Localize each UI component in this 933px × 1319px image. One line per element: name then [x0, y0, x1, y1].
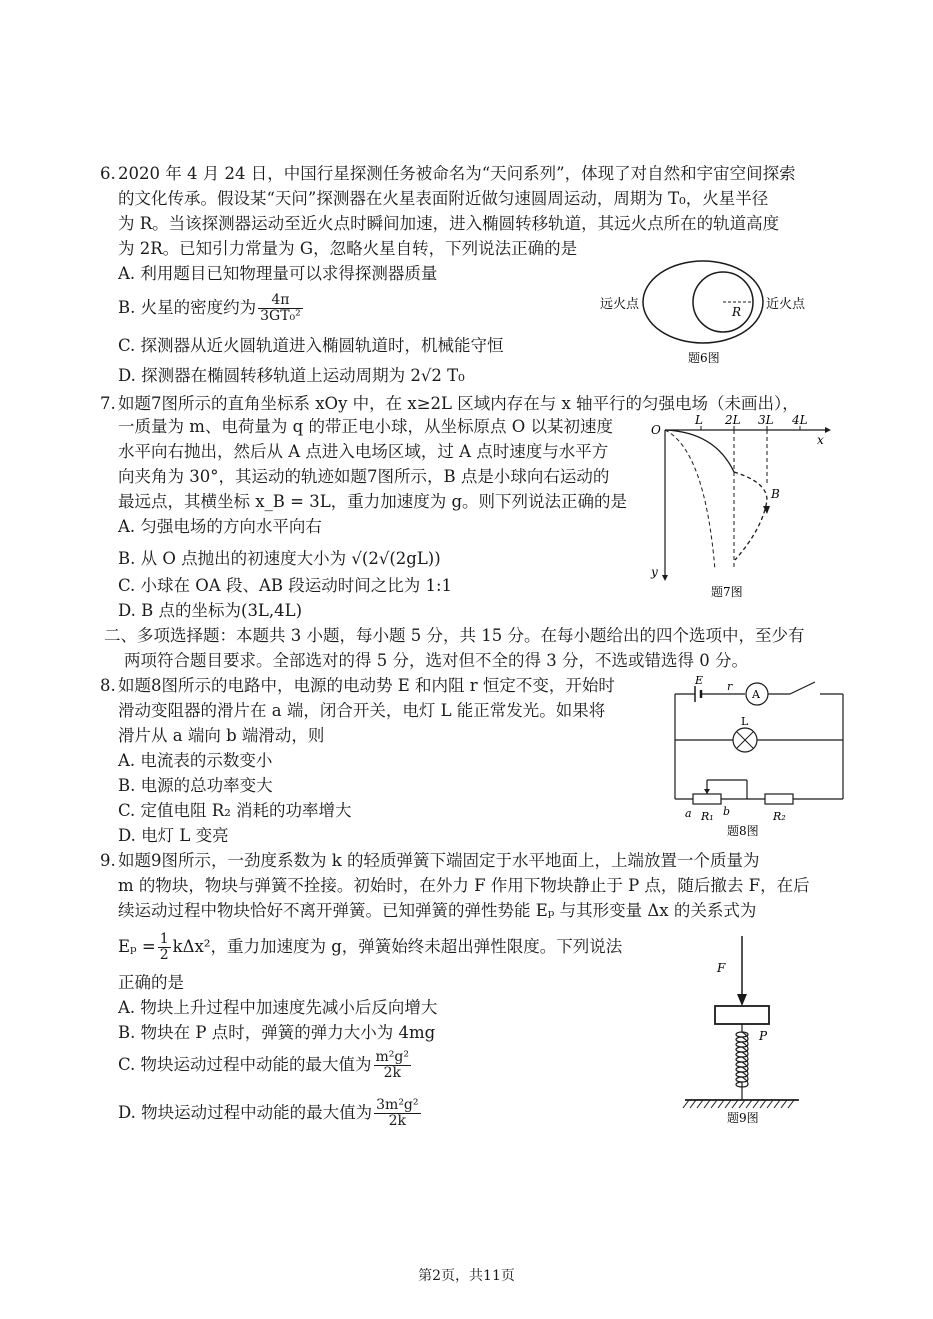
q8-option-d: D. 电灯 L 变亮	[118, 826, 229, 845]
q9-formula-suffix: kΔx²，重力加速度为 g，弹簧始终未超出弹性限度。下列说法	[172, 937, 623, 956]
q9-formula-fraction	[158, 932, 171, 963]
q8-stem-line-1: 如题8图所示的电路中，电源的电动势 E 和内阻 r 恒定不变，开始时	[118, 676, 615, 695]
ground-hatch-mark	[690, 1100, 696, 1108]
q9-stem-line-2: m 的物块，物块与弹簧不拴接。初始时，在外力 F 作用下物块静止于 P 点，随后撤去 F，在后	[118, 876, 810, 895]
ground-hatch-mark	[746, 1100, 752, 1108]
q9-option-b: B. 物块在 P 点时，弹簧的弹力大小为 4mg	[118, 1023, 436, 1042]
q6-option-b-numerator: 4π	[258, 293, 303, 309]
q9-option-d-text: D. 物块运动过程中动能的最大值为	[118, 1103, 373, 1122]
q6-option-b-fraction	[258, 293, 303, 324]
ground-hatch-mark	[704, 1100, 710, 1108]
q9-option-c-denominator: 2k	[383, 1065, 401, 1081]
q6-stem-line-3: 为 R。当该探测器运动至近火点时瞬间加速，进入椭圆转移轨道，其远火点所在的轨道高度	[118, 214, 780, 233]
ground-hatch-mark	[788, 1100, 794, 1108]
figure-7-origin-label: O	[651, 423, 661, 437]
section-2-heading-line-1: 二、多项选择题：本题共 3 小题，每小题 5 分，共 15 分。在每小题给出的四个选项中，至少有	[104, 626, 805, 645]
figure-9-force-label: F	[717, 961, 726, 975]
q6-option-c: C. 探测器从近火圆轨道进入椭圆轨道时，机械能守恒	[118, 336, 504, 355]
q6-stem-line-2: 的文化传承。假设某“天问”探测器在火星表面附近做匀速圆周运动，周期为 T₀，火星半径	[118, 189, 769, 208]
q9-formula-prefix: Eₚ =	[118, 937, 156, 956]
figure-7-x-axis-label: x	[817, 433, 824, 447]
figure-8-end-a-label: a	[685, 807, 692, 820]
q8-stem-line-2: 滑动变阻器的滑片在 a 端，闭合开关，电灯 L 能正常发光。如果将	[118, 701, 606, 720]
q9-option-d-fraction	[374, 1098, 420, 1129]
figure-8-caption: 题8图	[727, 824, 759, 838]
q7-stem-line-1: 如题7图所示的直角坐标系 xOy 中，在 x≥2L 区域内存在与 x 轴平行的匀强电场（未画出），	[118, 394, 799, 413]
q9-formula-numerator: 1	[159, 931, 169, 947]
figure-6-orbit-diagram	[590, 258, 840, 370]
q6-option-d: D. 探测器在椭圆转移轨道上运动周期为 2√2 T₀	[118, 366, 465, 385]
q8-option-c: C. 定值电阻 R₂ 消耗的功率增大	[118, 801, 352, 820]
q7-stem-line-3: 水平向右抛出，然后从 A 点进入电场区域，过 A 点时速度与水平方	[118, 442, 609, 461]
q8-stem-line-3: 滑片从 a 端向 b 端滑动，则	[118, 726, 325, 745]
ground-hatch-mark	[774, 1100, 780, 1108]
figure-9-spring-block-diagram	[675, 928, 815, 1130]
q7-stem-line-2: 一质量为 m、电荷量为 q 的带正电小球，从坐标原点 O 以某初速度	[118, 417, 613, 436]
q7-option-d: D. B 点的坐标为(3L,4L)	[118, 601, 303, 620]
q9-option-c	[118, 1050, 413, 1081]
figure-7-caption: 题7图	[711, 585, 743, 599]
figure-8-ammeter-label: A	[752, 688, 760, 701]
q9-option-d-denominator: 2k	[388, 1113, 407, 1129]
q9-stem-line-1: 如题9图所示，一劲度系数为 k 的轻质弹簧下端固定于水平地面上，上端放置一个质量为	[118, 851, 760, 870]
figure-9-point-p-label: P	[759, 1029, 768, 1043]
figure-8-emf-label: E	[695, 674, 704, 687]
figure-7-tick-3l: 3L	[758, 413, 774, 427]
q9-option-a: A. 物块上升过程中加速度先减小后反向增大	[118, 998, 438, 1017]
q9-stem-line-5: 正确的是	[118, 973, 184, 992]
q9-stem-line-3: 续运动过程中物块恰好不离开弹簧。已知弹簧的弹性势能 Eₚ 与其形变量 Δx 的关系式为	[118, 901, 757, 920]
q7-option-c: C. 小球在 OA 段、AB 段运动时间之比为 1:1	[118, 576, 453, 595]
ground-hatch-mark	[711, 1100, 717, 1108]
ground-hatch-mark	[725, 1100, 731, 1108]
q9-option-d-numerator: 3m²g²	[376, 1097, 419, 1113]
figure-8-circuit-diagram	[665, 672, 855, 844]
ground-hatch-mark	[718, 1100, 724, 1108]
ground-hatch-mark	[753, 1100, 759, 1108]
q9-option-c-text: C. 物块运动过程中动能的最大值为	[118, 1055, 372, 1074]
q7-option-a: A. 匀强电场的方向水平向右	[118, 517, 322, 536]
figure-7-point-b-label: B	[771, 487, 780, 501]
figure-8-lamp-label: L	[741, 715, 749, 728]
ground-hatch-mark	[760, 1100, 766, 1108]
q9-option-c-fraction	[374, 1050, 411, 1081]
q6-option-b-text: B. 火星的密度约为	[118, 298, 257, 317]
figure-7-trajectory-diagram	[645, 410, 835, 605]
figure-6-near-point-label: 近火点	[766, 297, 806, 312]
figure-7-tick-l: L	[695, 413, 703, 427]
q8-number: 8.	[100, 676, 116, 695]
figure-7-tick-4l: 4L	[792, 413, 808, 427]
ground-hatch-mark	[781, 1100, 787, 1108]
q7-stem-line-4: 向夹角为 30°，其运动的轨迹如题7图所示，B 点是小球向右运动的	[118, 467, 610, 486]
figure-8-internal-resistance-label: r	[727, 680, 733, 693]
figure-8-r2-label: R₂	[773, 810, 786, 823]
figure-8-r1-label: R₁	[701, 810, 714, 823]
q8-option-a: A. 电流表的示数变小	[118, 751, 273, 770]
figure-9-caption: 题9图	[727, 1111, 759, 1125]
q6-number: 6.	[100, 164, 116, 183]
figure-6-far-point-label: 远火点	[600, 297, 640, 312]
q6-stem-line-4: 为 2R。已知引力常量为 G，忽略火星自转，下列说法正确的是	[118, 239, 578, 258]
section-2-heading-line-2: 两项符合题目要求。全部选对的得 5 分，选对但不全的得 3 分，不选或错选得 0 分。	[124, 651, 748, 670]
figure-7-y-axis-label: y	[651, 565, 658, 579]
q6-option-a: A. 利用题目已知物理量可以求得探测器质量	[118, 264, 438, 283]
q7-number: 7.	[100, 394, 116, 413]
ground-hatch-mark	[767, 1100, 773, 1108]
q9-option-c-numerator: m²g²	[375, 1049, 409, 1065]
page-number-footer: 第2页，共11页	[418, 1268, 515, 1284]
q9-formula-denominator: 2	[159, 947, 169, 963]
q7-stem-line-5: 最远点，其横坐标 x_B = 3L，重力加速度为 g。则下列说法正确的是	[118, 492, 628, 511]
ground-hatch-mark	[732, 1100, 738, 1108]
q6-stem-line-1: 2020 年 4 月 24 日，中国行星探测任务被命名为“天问系列”，体现了对自然和宇宙空间探索	[118, 164, 796, 183]
q9-formula-line	[118, 932, 622, 963]
q6-option-b	[118, 293, 305, 324]
q9-option-d	[118, 1098, 423, 1129]
figure-6-radius-label: R	[732, 305, 742, 319]
q6-option-b-denominator: 3GT₀²	[260, 308, 301, 324]
ground-hatch-mark	[739, 1100, 745, 1108]
q7-option-b: B. 从 O 点抛出的初速度大小为 √(2√(2gL))	[118, 549, 441, 568]
q8-option-b: B. 电源的总功率变大	[118, 776, 273, 795]
ground-hatch-mark	[683, 1100, 689, 1108]
figure-6-caption: 题6图	[688, 351, 720, 365]
q9-number: 9.	[100, 851, 116, 870]
ground-hatch-mark	[697, 1100, 703, 1108]
figure-7-tick-2l: 2L	[725, 413, 741, 427]
figure-8-end-b-label: b	[723, 805, 731, 818]
